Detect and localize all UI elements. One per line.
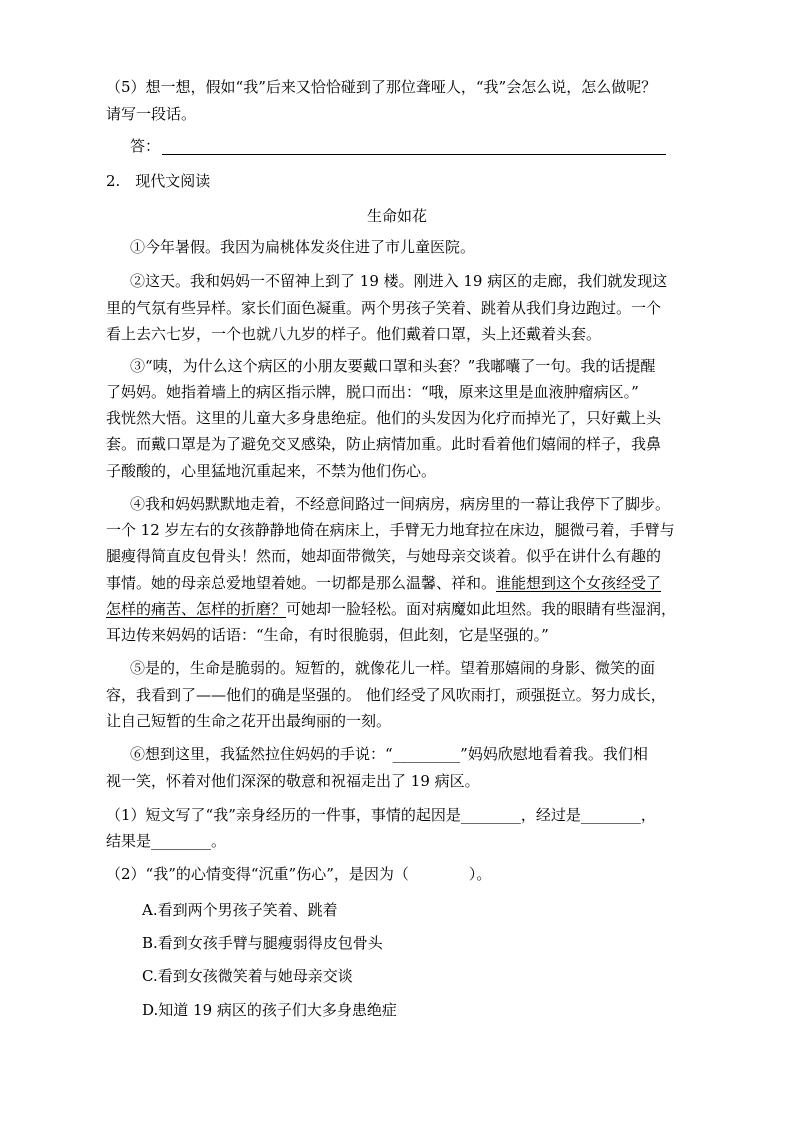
paragraph-6-line: 视一笑，怀着对他们深深的敬意和祝福走出了 19 病区。: [106, 772, 480, 790]
question-1-line: （1）短文写了“我”亲身经历的一件事，事情的起因是________，经过是________，: [106, 806, 656, 824]
paragraph-3-line: 子酸酸的，心里猛地沉重起来，不禁为他们伤心。: [106, 462, 437, 480]
paragraph-5-line: ⑤是的，生命是脆弱的。短暂的，就像花儿一样。望着那嬉闹的身影、微笑的面: [130, 659, 656, 677]
option-a: A.看到两个男孩子笑着、跳着: [142, 901, 338, 919]
paragraph-5-line: 容，我看到了——他们的确是坚强的。 他们经受了风吹雨打，顽强挺立。努力成长，: [106, 686, 666, 704]
paragraph-3-line: 套。而戴口罩是为了避免交叉感染，防止病情加重。此时看着他们嬉闹的样子，我鼻: [106, 435, 662, 453]
option-c: C.看到女孩微笑着与她母亲交谈: [142, 967, 353, 985]
paragraph-4-text: 可她却一脸轻松。面对病魔如此坦然。我的眼睛有些湿润，: [286, 600, 677, 618]
paragraph-4-line: 腿瘦得简直皮包骨头！然而，她却面带微笑，与她母亲交谈着。似乎在讲什么有趣的: [106, 547, 662, 565]
paragraph-3-line: 我恍然大悟。这里的儿童大多身患绝症。他们的头发因为化疗而掉光了，只好戴上头: [106, 409, 662, 427]
paragraph-4-line: [106, 599, 676, 619]
paragraph-3-line: 了妈妈。她指着墙上的病区指示牌，脱口而出：“哦，原来这里是血液肿瘤病区。”: [106, 383, 639, 401]
paragraph-4-line: 耳边传来妈妈的话语：“生命，有时很脆弱，但此刻，它是坚强的。”: [106, 626, 549, 644]
underlined-sentence: 谁能想到这个女孩经受了: [496, 574, 662, 592]
paragraph-4-line: [106, 573, 661, 593]
paragraph-2-line: 看上去六七岁，一个也就八九岁的样子。他们戴着口罩，头上还戴着头套。: [106, 325, 602, 343]
paragraph-6-line: ⑥想到这里，我猛然拉住妈妈的手说：“_________”妈妈欣慰地看着我。我们相: [130, 745, 648, 763]
question-1-line: 结果是________。: [106, 832, 227, 850]
paragraph-4-text: 事情。她的母亲总爱地望着她。一切都是那么温馨、祥和。: [106, 574, 497, 592]
paragraph-4-line: 一个 12 岁左右的女孩静静地倚在病床上，手臂无力地耷拉在床边，腿微弓着，手臂与: [106, 521, 675, 539]
paragraph-1-line: ①今年暑假。我因为扁桃体发炎住进了市儿童医院。: [130, 238, 476, 256]
underlined-sentence: 怎样的痛苦、怎样的折磨？: [106, 600, 287, 618]
q5-line-2: 请写一段话。: [106, 105, 197, 123]
article-title: 生命如花: [366, 207, 427, 225]
answer-blank-line: [162, 154, 666, 155]
q5-line-1: （5）想一想，假如“我”后来又恰恰碰到了那位聋哑人，“我”会怎么说，怎么做呢？: [106, 78, 657, 96]
question-2: （2）“我”的心情变得“沉重”伤心”，是因为（ ）。: [106, 865, 492, 883]
option-b: B.看到女孩手臂与腿瘦弱得皮包骨头: [142, 934, 383, 952]
q5-answer-label: 答：: [130, 137, 161, 155]
paragraph-4-line: ④我和妈妈默默地走着，不经意间路过一间病房，病房里的一幕让我停下了脚步。: [130, 495, 671, 513]
section-heading: 2. 现代文阅读: [106, 172, 211, 190]
paragraph-5-line: 让自己短暂的生命之花开出最绚丽的一刻。: [106, 712, 392, 730]
option-d: D.知道 19 病区的孩子们大多身患绝症: [142, 1001, 397, 1019]
paragraph-2-line: ②这天。我和妈妈一不留神上到了 19 楼。刚进入 19 病区的走廊，我们就发现这: [130, 272, 668, 290]
paragraph-2-line: 里的气氛有些异样。家长们面色凝重。两个男孩子笑着、跳着从我们身边跑过。一个: [106, 299, 662, 317]
paragraph-3-line: ③“咦，为什么这个病区的小朋友要戴口罩和头套？”我嘟囔了一句。我的话提醒: [130, 357, 656, 375]
